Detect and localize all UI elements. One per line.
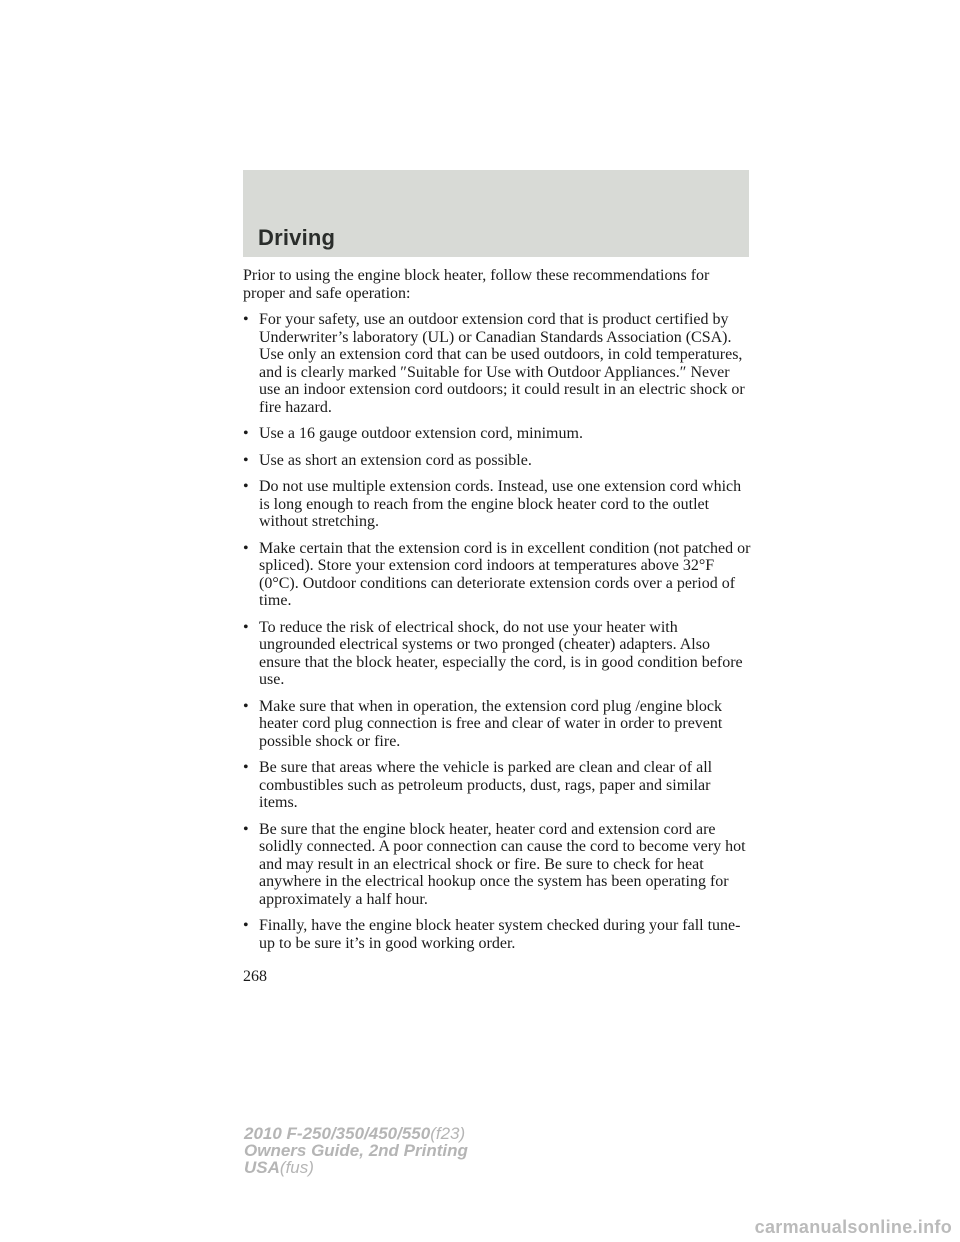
list-item-text: To reduce the risk of electrical shock, do not use your heater with ungrounded electrical systems or two pronged (cheater) adapters. Also ensure that the block heater, especially the cord, is in good condition before use. [259,618,743,688]
recommendations-list [243,311,753,952]
bullet-icon: • [243,539,249,557]
list-item-text: Be sure that the engine block heater, heater cord and extension cord are solidly connected. A poor connection can cause the cord to become very hot and may result in an electrical shock or fire. Be sure to check for heat anywhere in the electrical hookup once the system has been operating for approximately a half hour. [259,820,746,908]
list-item [243,917,753,952]
footer-line-region [244,1159,468,1176]
list-item [243,478,753,531]
list-item [243,425,753,443]
list-item [243,759,753,812]
bullet-icon: • [243,311,249,328]
list-item [243,698,753,751]
bullet-icon: • [243,820,249,838]
list-item-text: Make sure that when in operation, the extension cord plug /engine block heater cord plug connection is free and clear of water in order to prevent possible shock or fire. [259,697,723,750]
intro-paragraph: Prior to using the engine block heater, follow these recommendations for proper and safe operation: [243,267,710,302]
watermark: carmanualsonline.info [754,1217,952,1237]
bullet-icon: • [243,759,249,776]
footer-model: 2010 F-250/350/450/550 [244,1124,431,1143]
footer-line-model [244,1125,468,1142]
list-item [243,311,753,416]
list-item-text: Do not use multiple extension cords. Instead, use one extension cord which is long enough to reach from the engine block heater cord to the outlet without stretching. [259,478,742,530]
bullet-icon: • [243,425,249,442]
list-item-text: Use as short an extension cord as possible. [259,451,532,469]
list-item-text: Use a 16 gauge outdoor extension cord, minimum. [259,425,583,442]
footer-model-code: (f23) [430,1124,466,1143]
list-item [243,452,753,470]
bullet-icon: • [243,697,249,715]
main-content [243,267,753,961]
bullet-icon: • [243,451,249,469]
list-item-text: For your safety, use an outdoor extension cord that is product certified by Underwriter’s laboratory (UL) or Canadian Standards Association (CSA). Use only an extension cord that can be used outdoors, in cold temperatures, and is clearly marked ″Suitable for Use with Outdoor Appliances.″ Never use an indoor extension cord outdoors; it could result in an electric shock or fire hazard. [259,311,745,416]
list-item [243,619,753,689]
list-item-text: Make certain that the extension cord is in excellent condition (not patched or spliced). Store your extension cord indoors at temperatures above 32°F (0°C). Outdoor conditions can deteriorate extension cords over a period of time. [259,539,751,609]
section-title: Driving [258,225,336,250]
list-item [243,540,753,610]
bullet-icon: • [243,917,249,934]
document-footer [244,1125,468,1176]
footer-edition: Owners Guide, 2nd Printing [244,1141,468,1160]
list-item [243,821,753,909]
list-item-text: Be sure that areas where the vehicle is parked are clean and clear of all combustibles such as petroleum products, dust, rags, paper and similar items. [259,759,713,811]
footer-region: USA [244,1158,280,1177]
page-number: 268 [243,968,267,985]
bullet-icon: • [243,618,249,636]
footer-region-code: (fus) [279,1158,314,1177]
list-item-text: Finally, have the engine block heater system checked during your fall tune-up to be sure it’s in good working order. [259,917,741,952]
section-header-band [243,170,749,257]
bullet-icon: • [243,478,249,495]
